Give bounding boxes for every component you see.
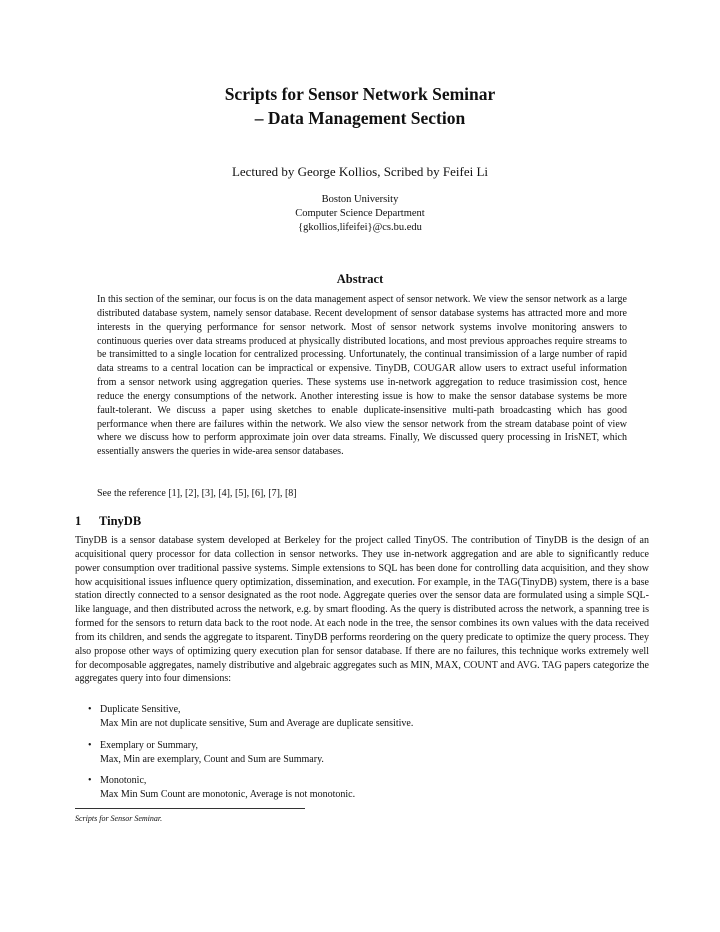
affiliation-department: Computer Science Department (295, 208, 425, 219)
affiliation-email: {gkollios,lifeifei}@cs.bu.edu (298, 222, 422, 233)
bullet-icon: • (88, 704, 92, 715)
section-number: 1 (75, 514, 82, 528)
section-body-text: TinyDB is a sensor database system developed at Berkeley for the project called TinyOS. The contribution of TinyDB is the design of an acquisitional query processor for data collection in sensor networks. They use in-network aggregation and are able to significantly reduce power consumption over traditional passive systems. Simple extensions to SQL has been done for controlling data acquisition, and they show how acquisitional issues influence query optimization, dissemination, and execution. For example, in the TAG(TinyDB) system, there is a base station directly connected to a sensor designated as the root node. Aggregate queries over the sensor data are formulated using a simple SQL-like language, and then distributed across the network, e.g. by smart flooding. As the query is distributed across the network, a spanning tree is formed for the sensors to return data back to the root node. At each node in the tree, the sensor combines its own values with the data received from its children, and sends the aggregate to itsparent. TinyDB performs reordering on the query predicate to optimize the query process. They also propose other ways of optimizing query execution plan for sensor database. If there are no failures, this technique works extremely well for decomposable aggregates, namely distributive and algebraic aggregates such as MIN, MAX, COUNT and AVG. TAG papers categorize the aggregates query into four dimensions: (75, 535, 649, 685)
list-item-title: Exemplary or Summary, (100, 740, 198, 751)
list-item-title: Duplicate Sensitive, (100, 704, 181, 715)
paper-title-line-1: Scripts for Sensor Network Seminar (224, 84, 496, 104)
section-title: TinyDB (99, 514, 142, 528)
list-item-detail: Max Min are not duplicate sensitive, Sum and Average are duplicate sensitive. (100, 718, 414, 729)
paper-title-line-2: – Data Management Section (254, 108, 466, 128)
bullet-icon: • (88, 775, 92, 786)
author-line: Lectured by George Kollios, Scribed by Feifei Li (231, 164, 489, 179)
abstract-text: In this section of the seminar, our focus is on the data management aspect of sensor network. We view the sensor network as a large distributed database system, namely sensor database. Recent development of sensor database systems has attracted more and more interests in the querying performance for sensor network. Most of sensor network systems involve monitoring answers to continuous queries over data streams produced at physically distributed locations, and most previous approaches require streams to be transimitted to a single location for centralized processing. Unfortunately, the continual transimission of a large number of rapid data streams to a central location can be impractical or expensive. TinyDB, COUGAR allow users to extract useful information from a sensor network using aggregation queries. These systems use in-network aggregation to reduce trasimission cost, hence reduce the energy consumptions of the network. Another interesting issue is how to make the sensor database systems be more fault-tolerant. We discuss a paper using sketches to enable duplicate-insensitive multi-path broadcasting which has good performance when there are failures within the network. We also view the sensor network from the stream database point of view where we discuss how to perform approximate join over data streams. Finally, We discussed query processing in IrisNET, which essentially answers the queries in wide-area sensor databases. (97, 294, 627, 458)
list-item-detail: Max, Min are exemplary, Count and Sum are Summary. (100, 754, 324, 765)
footnote-divider (75, 808, 305, 809)
section-heading-tinydb (75, 514, 141, 529)
reference-list: See the reference [1], [2], [3], [4], [5], [6], [7], [8] (97, 488, 297, 499)
list-item-detail: Max Min Sum Count are monotonic, Average is not monotonic. (100, 789, 356, 800)
bullet-icon: • (88, 740, 92, 751)
list-item-title: Monotonic, (100, 775, 147, 786)
footnote: Scripts for Sensor Seminar. (75, 814, 163, 823)
abstract-heading: Abstract (336, 272, 384, 286)
affiliation-university: Boston University (321, 194, 399, 205)
